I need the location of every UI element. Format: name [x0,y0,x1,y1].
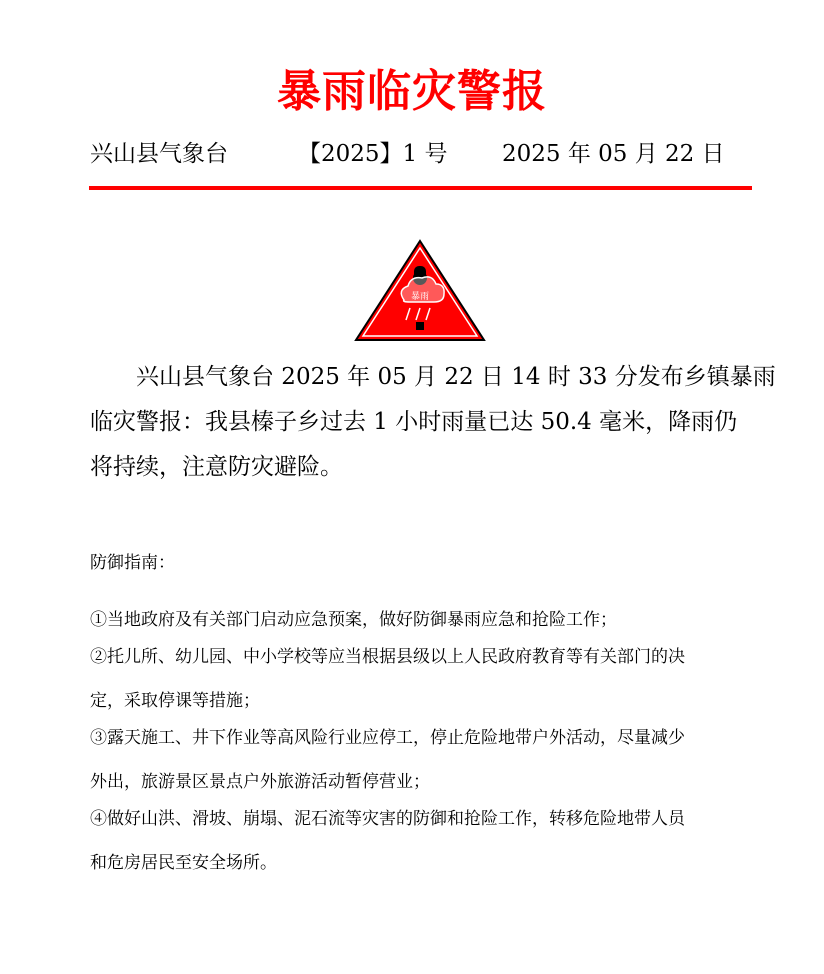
guide-item [90,723,754,797]
guide-item [90,642,754,716]
body-line: 临灾警报：我县榛子乡过去 1 小时雨量已达 50.4 毫米，降雨仍 [90,409,738,435]
guide-item-line: ③露天施工、井下作业等高风险行业应停工，停止危险地带户外活动，尽量减少 [90,728,685,748]
defense-guide-title: 防御指南： [90,553,175,573]
warning-icon-label: 暴雨 [410,292,430,302]
warning-body [90,355,776,490]
guide-item-line: ①当地政府及有关部门启动应急预案，做好防御暴雨应急和抢险工作； [90,610,617,630]
document-title: 暴雨临灾警报 [277,66,547,117]
guide-item-line: ②托儿所、幼儿园、中小学校等应当根据县级以上人民政府教育等有关部门的决 [90,647,685,667]
body-line: 将持续，注意防灾避险。 [90,454,343,480]
rainstorm-warning-icon [354,238,486,342]
guide-item-line: ④做好山洪、滑坡、崩塌、泥石流等灾害的防御和抢险工作，转移危险地带人员 [90,809,685,829]
guide-item-line: 外出，旅游景区景点户外旅游活动暂停营业； [90,772,430,792]
guide-item [90,804,754,878]
guide-item-line: 定，采取停课等措施； [90,691,260,711]
defense-guide-list [90,605,754,878]
header-divider [89,186,752,190]
body-line: 兴山县气象台 2025 年 05 月 22 日 14 时 33 分发布乡镇暴雨 [136,364,776,390]
guide-item-line: 和危房居民至安全场所。 [90,853,277,873]
issue-date: 2025 年 05 月 22 日 [502,141,725,167]
issuer-name: 兴山县气象台 [90,141,228,167]
document-number: 【2025】1 号 [298,141,448,167]
guide-item [90,605,754,635]
